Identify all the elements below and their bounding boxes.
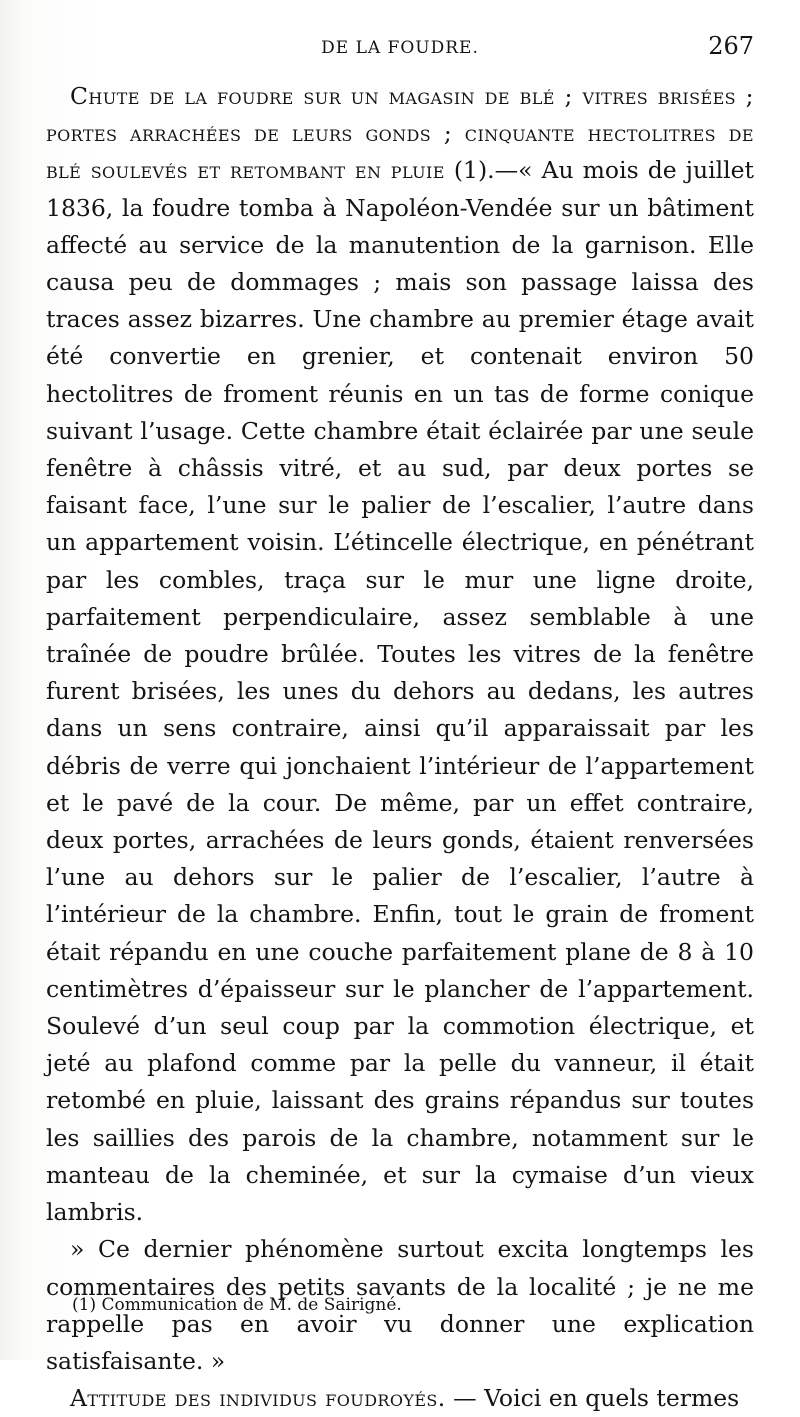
section-heading: Chute de la foudre sur un magasin de blé ; vitres brisées ; portes arrachées de leurs gonds ; cinquante hectolitres de blé soulevés et retombant en pluie: [46, 82, 754, 185]
footnote: [72, 1293, 752, 1317]
paragraph-text: — Voici en quels termes: [445, 1384, 740, 1413]
paragraph-lightning-granary: [46, 78, 754, 1231]
paragraph-text: » Ce dernier phénomène surtout excita longtemps les commentaires des petits savants de la localité ; je ne me rappelle pas en avoir vu donner une explication satisfaisante. »: [46, 1235, 754, 1375]
running-title: DE LA FOUDRE.: [321, 38, 479, 58]
paragraph-attitude: [46, 1380, 754, 1417]
section-heading: Attitude des individus foudroyés.: [70, 1384, 446, 1413]
running-head: [46, 30, 754, 66]
page-number: 267: [708, 32, 754, 60]
body-text: [46, 78, 754, 1417]
footnote-marker: (1): [72, 1295, 97, 1315]
footnote-text: Communication de M. de Sairigné.: [101, 1295, 402, 1315]
paragraph-text: (1).—« Au mois de juillet 1836, la foudre tomba à Napoléon-Vendée sur un bâtiment affecté au service de la manutention de la garnison. Elle causa peu de dommages ; mais son passage laissa des traces assez bizarres. Une chambre au premier étage avait été convertie en grenier, et contenait environ 50 hectolitres de froment réunis en un tas de forme conique suivant l’usage. Cette chambre était éclairée par une seule fenêtre à châssis vitré, et au sud, par deux portes se faisant face, l’une sur le palier de l’escalier, l’autre dans un appartement voisin. L’étincelle électrique, en pénétrant par les combles, traça sur le mur une ligne droite, parfaitement perpendiculaire, assez semblable à une traînée de poudre brûlée. Toutes les vitres de la fenêtre furent brisées, les unes du dehors au dedans, les autres dans un sens contraire, ainsi qu’il apparaissait par les débris de verre qui jonchaient l’intérieur de l’appartement et le pavé de la cour. De même, par un effet contraire, deux portes, arrachées de leurs gonds, étaient renversées l’une au dehors sur le palier de l’escalier, l’autre à l’intérieur de la chambre. Enfin, tout le grain de froment était répandu en une couche parfaitement plane de 8 à 10 centimètres d’épaisseur sur le plancher de l’appartement. Soulevé d’un seul coup par la commotion électrique, et jeté au plafond comme par la pelle du vanneur, il était retombé en pluie, laissant des grains répandus sur toutes les saillies des parois de la chambre, notamment sur le manteau de la cheminée, et sur la cymaise d’un vieux lambris.: [46, 156, 754, 1227]
